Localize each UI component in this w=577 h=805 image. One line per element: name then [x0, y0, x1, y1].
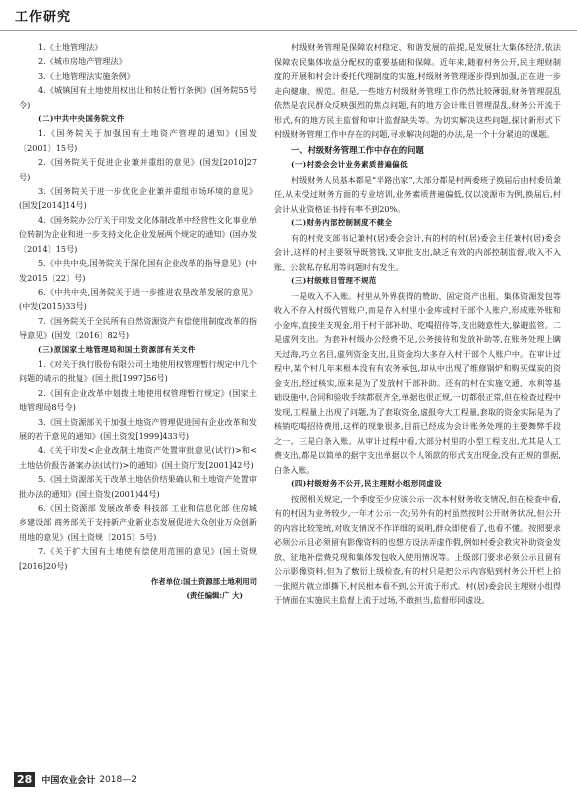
body-paragraph: 有的村党支部书记兼村(居)委会会计,有的村的村(居)委会主任兼村(居)委会会计,这样的村主要领导既管钱,又审批支出,缺乏有效的内部控制监督,收入不入账、公款私存私用等问题时有发生。 — [274, 232, 561, 272]
body-paragraph: 一是收入不入账。村里从外界获得的赞助、固定资产出租、集体资源发包等收入不存入村级代管账户,而是存入村里小金库或村干部个人账户,形成账外账和小金库,直接坐支现金,用于村干部补助、吃喝招待等,支出随意性大,躲避监管。二是虚列支出。为套补村级办公经费不足,公务接待和发放补助等,在账务处理上瞒天过海,巧立名目,虚列资金支出,且资金均大多存入村干部个人账户中。在审计过程中,某个村几年来根本没有有农务承包,却从中出现了维修锅炉和购买煤炭的资金支出,经过核实,原来是为了发放村干部补助。还有的村在实施交通、水利等基础设施中,合同和验收手续都很齐全,单据也很正规,一切都很正常,但在检查过程中发现,工程量上出现了问题,为了套取资金,虚报夸大工程量,套取的资金实际是为了核销吃喝招待费用,这样的现象很多,目前已经成为会计账务处理的主要舞弊手段之一。三是白条入账。从审计过程中看,大部分村里的小型工程支出,尤其是人工费支出,都是以简单的据字支出单据以个人领款的形式支出现金,没有正规的票据,白条入账。 — [274, 290, 561, 475]
reference-item: 6.《中共中央,国务院关于进一步推进农垦改革发展的意见》(中发(2015)33号) — [19, 286, 257, 312]
reference-item: 3.《土地管理法实施条例》 — [38, 70, 135, 81]
reference-item: 4.《城镇国有土地使用权出让和转让暂行条例》(国务院55号令) — [19, 85, 257, 110]
section-label: 工作研究 — [15, 10, 72, 25]
journal-issue: 2018—2 — [99, 774, 137, 785]
page-footer — [14, 772, 137, 787]
reference-item: 4.《关于印发<企业改制土地资产处置审批意见(试行)>和<土地估价报告备案办法(试行)>的通知》(国土资厅发[2001]42号) — [19, 445, 257, 470]
subsection-heading: (一)村委会会计业务素质普遍偏低 — [291, 160, 408, 169]
reference-item: 4.《国务院办公厅关于印发文化体制改革中经营性文化事业单位转制为企业和进一步支持文化企业发展两个规定的通知》(国办发〔2014〕15号) — [19, 214, 257, 254]
reference-item: 1.《土地管理法》 — [38, 42, 103, 52]
page-number: 28 — [14, 772, 35, 787]
reference-item: 1.《国务院关于加强国有土地资产管理的通知》(国发〔2001〕15号) — [19, 128, 257, 153]
reference-item: 3.《国务院关于进一步优化企业兼并重组市场环境的意见》(国发[2014]14号) — [19, 186, 257, 211]
reference-item: 5.《国土资源部关于改革土地估价结果确认和土地资产处置审批办法的通知》(国土资发(2001)44号) — [19, 474, 257, 499]
reference-group-heading: (二)中共中央国务院文件 — [38, 114, 125, 124]
reference-item: 5.《中共中央,国务院关于深化国有企业改革的指导意见》(中发2015〔22〕号) — [19, 258, 257, 283]
section-heading: 一、村级财务管理工作中存在的问题 — [291, 144, 424, 155]
subsection-heading: (二)财务内部控制制度不健全 — [291, 218, 393, 227]
subsection-heading: (四)村级财务不公开,民主理财小组形同虚设 — [291, 479, 442, 488]
body-paragraph: 村级财务管理是保障农村稳定、和谐发展的前提,是发展壮大集体经济,依法保障农民集体收益分配权的重要基础和保障。近年来,随着村务公开,民主理财制度的开展和村会计委托代理制度的实施,村级财务管理逐步得到加强,正在进一步走向健康、规范。但是,一些地方村级财务管理工作仍然比较薄弱,财务管理混乱依然是农民群众反映强烈的焦点问题,有的地方会计账目管理混乱,财务公开流于形式,有的地方民主监督和审计监督缺失等。为切实解决这些问题,探讨新形式下村级财务管理工作中存在的问题,寻求解决问题的办法,是一个十分紧迫的课题。 — [274, 42, 561, 139]
right-column — [274, 40, 561, 608]
body-paragraph: 村级财务人员基本都是“半路出家”,大部分都是村两委班子换届后由村委员兼任,从未受过财务方面的专业培训,业务素质普遍偏低,仅以凌源市为例,换届后,村会计从业资格证书持有率不到20%。 — [274, 174, 561, 214]
responsible-editor: (责任编辑:广 大) — [186, 591, 243, 601]
reference-item: 1.《对关于执行股份有限公司土地使用权管理暂行规定中几个问题的请示的批复》(国土批[1997]56号) — [19, 358, 257, 384]
reference-item: 2.《国务院关于促进企业兼并重组的意见》(国发[2010]27号) — [19, 157, 257, 182]
reference-item: 6.《国土资源部 发展改革委 科技部 工业和信息化部 住房城乡建设部 商务部关于支持新产业新业态发展促进大众创业万众创新用地的意见》(国土资规〔2015〕5号) — [19, 503, 257, 542]
reference-item: 7.《关于扩大国有土地使有偿使用范围的意见》(国土资规[2016]20号) — [19, 546, 257, 571]
reference-item: 2.《城市房地产管理法》 — [38, 56, 127, 67]
body-paragraph: 按照相关规定,一个季度至少应该公示一次本村财务收支情况,但在检查中看,有的村因为业务较少,一年才公示一次;另外有的村虽然按时公开财务状况,但公开的内容比较笼统,对收支情况不作详细的说明,群众即使看了,也看不懂。按照要求必须公示且必须留有影像资料的也想方设法弄虚作假,例如村委会救灾补助资金发放、征地补偿费兑现和集体发包收入使用情况等。上级部门要求必须公示且留有公示影像资料,但为了敷衍上级检查,有的村只是把公示内容贴到村务公开栏上拍一张照片就立即撕下,村民根本看不到,公开流于形式。村(居)委会民主理财小组得于情面在实施民主监督上流于过场,不敢担当,监督形同虚设。 — [274, 493, 561, 605]
reference-item: 7.《国务院关于全民所有自然资源资产有偿使用制度改革的指导意见》(国发〔2016〕82号) — [19, 315, 257, 341]
page-header — [0, 0, 577, 31]
left-column — [19, 40, 257, 604]
reference-group-heading: (三)原国家土地管理局和国土资源部有关文件 — [38, 344, 196, 354]
reference-item: 3.《国土资源部关于加强土地资产管理促进国有企业改革和发展的若干意见的通知》(国土资发[1999]433号) — [19, 416, 257, 441]
subsection-heading: (三)村级账目管理不规范 — [291, 276, 377, 285]
author-affiliation: 作者单位:国土资源部土地利用司 — [150, 577, 257, 587]
journal-name: 中国农业会计 — [41, 776, 96, 786]
reference-item: 2.《国有企业改革中划拨土地使用权管理暂行规定》(国家土地管理局8号令) — [19, 387, 257, 413]
